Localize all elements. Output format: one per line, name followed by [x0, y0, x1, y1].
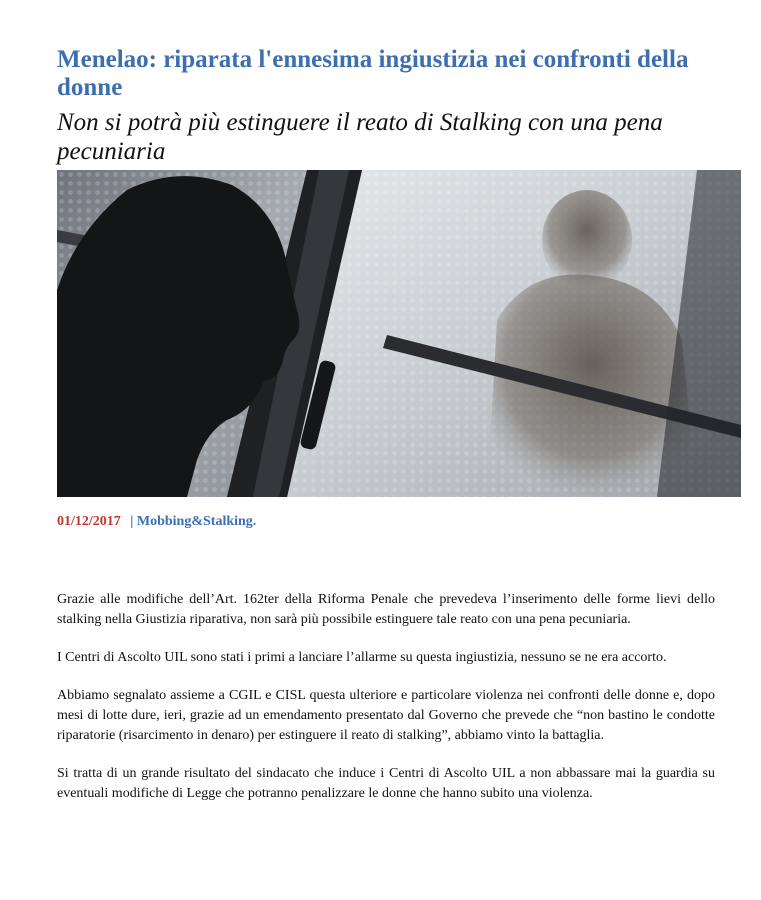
article-title: Menelao: riparata l'ennesima ingiustizia nei confronti della donne [57, 46, 689, 101]
article-paragraph: Si tratta di un grande risultato del sindacato che induce i Centri di Ascolto UIL a non abbassare mai la guardia su eventuali modifiche di Legge che potranno penalizzare le donne che hanno subito una violenza. [57, 766, 715, 801]
meta-separator: | [130, 514, 134, 529]
article-paragraph: I Centri di Ascolto UIL sono stati i primi a lanciare l’allarme su questa ingiustizia, nessuno se ne era accorto. [57, 650, 667, 665]
article-image [57, 170, 741, 497]
article-paragraph: Abbiamo segnalato assieme a CGIL e CISL questa ulteriore e particolare violenza nei confronti delle donne e, dopo mesi di lotte dure, ieri, grazie ad un emendamento presentato dal Governo che prevede che “non bastino le condotte riparatorie (risarcimento in denaro) per estinguere il reato di stalking”, abbiamo vinto la battaglia. [57, 688, 715, 743]
article-date: 01/12/2017 [57, 514, 121, 529]
article-subtitle: Non si potrà più estinguere il reato di Stalking con una pena pecuniaria [57, 109, 663, 165]
article-paragraph: Grazie alle modifiche dell’Art. 162ter della Riforma Penale che prevedeva l’inserimento delle forme lievi dello stalking nella Giustizia riparativa, non sarà più possibile estinguere tale reato con una pena pecuniaria. [57, 592, 715, 627]
article-meta [57, 514, 256, 530]
article-body [57, 590, 715, 822]
article-category-link[interactable]: Mobbing&Stalking. [136, 514, 257, 529]
